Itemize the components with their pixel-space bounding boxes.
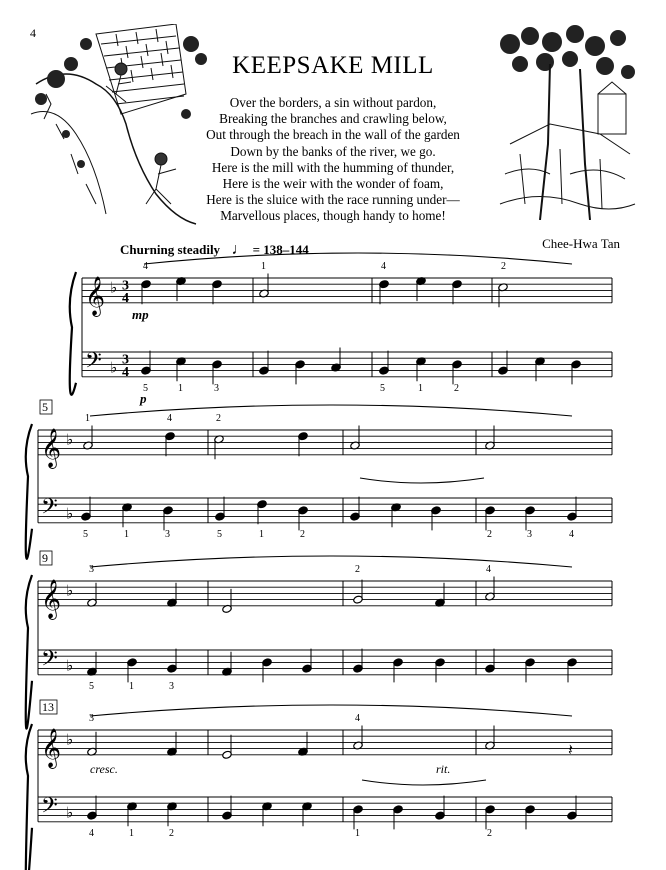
- poem-line: Out through the breach in the wall of the garden: [206, 127, 460, 143]
- time-signature-bottom: 4: [122, 290, 129, 306]
- poem-line: Here is the sluice with the race running under—: [206, 192, 460, 208]
- treble-fingering: 4: [486, 564, 491, 575]
- composer-name: Chee-Hwa Tan: [542, 236, 620, 251]
- quarter-note-icon: ♩: [231, 241, 248, 258]
- bass-fingering: 1: [124, 528, 129, 540]
- phrase-slur: [144, 253, 572, 264]
- bass-fingering: 4: [569, 528, 574, 540]
- brace: [26, 424, 32, 559]
- treble-fingering: 2: [355, 564, 360, 575]
- bass-fingering: 2: [169, 827, 174, 839]
- poem-line: Marvellous places, though handy to home!: [220, 208, 446, 224]
- tie: [362, 780, 486, 785]
- bass-fingering: 2: [454, 382, 459, 394]
- time-signature-bottom: 4: [122, 364, 129, 380]
- bass-fingering: 5: [217, 528, 222, 540]
- key-flat-icon: ♭: [66, 656, 74, 675]
- phrase-slur: [90, 705, 572, 716]
- phrase-slur: [90, 405, 572, 416]
- phrase-slur: [90, 556, 572, 567]
- brace: [70, 272, 76, 395]
- treble-fingering: 4: [143, 261, 148, 272]
- treble-fingering: 2: [216, 413, 221, 424]
- time-signature-top: 3: [122, 278, 129, 294]
- time-signature-top: 3: [122, 352, 129, 368]
- bass-fingering: 1: [129, 680, 134, 692]
- piece-title: KEEPSAKE MILL: [232, 52, 434, 79]
- quarter-rest-icon: 𝄽: [568, 740, 573, 759]
- key-flat-icon: ♭: [66, 430, 74, 449]
- tempo-text: Churning steadily: [120, 242, 221, 257]
- key-flat-icon: ♭: [66, 504, 74, 523]
- treble-clef-icon: 𝄞: [41, 727, 62, 768]
- dynamic-marking: mp: [132, 306, 149, 322]
- metronome-value: = 138–144: [252, 242, 309, 257]
- treble-fingering: 4: [355, 713, 360, 724]
- treble-fingering: 1: [261, 261, 266, 272]
- expression-marking: rit.: [436, 761, 451, 776]
- treble-fingering: 4: [167, 413, 172, 424]
- bass-fingering: 2: [300, 528, 305, 540]
- poem-line: Breaking the branches and crawling below,: [219, 111, 447, 127]
- key-flat-icon: ♭: [110, 278, 118, 297]
- dynamic-marking: p: [140, 390, 147, 406]
- brace: [26, 575, 32, 729]
- poem-line: Here is the mill with the humming of thunder,: [211, 159, 455, 175]
- treble-fingering: 3: [89, 564, 94, 575]
- bass-fingering: 1: [129, 827, 134, 839]
- brace: [26, 724, 32, 870]
- bass-fingering: 1: [178, 382, 183, 394]
- bass-fingering: 3: [527, 528, 532, 540]
- bass-fingering: 5: [380, 382, 385, 394]
- poem-line: Down by the banks of the river, we go.: [230, 143, 436, 159]
- bass-clef-icon: 𝄢: [41, 793, 58, 824]
- bass-clef-icon: 𝄢: [41, 646, 58, 677]
- treble-fingering: 4: [381, 261, 386, 272]
- bass-fingering: 1: [418, 382, 423, 394]
- bass-clef-icon: 𝄢: [41, 494, 58, 525]
- key-flat-icon: ♭: [66, 581, 74, 600]
- poem-line: Over the borders, a sin without pardon,: [229, 95, 437, 110]
- poem-line: Here is the weir with the wonder of foam,: [222, 176, 444, 192]
- treble-fingering: 2: [501, 261, 506, 272]
- treble-fingering: 1: [85, 413, 90, 424]
- bass-fingering: 3: [214, 382, 219, 394]
- measure-number: 5: [42, 400, 48, 414]
- treble-clef-icon: 𝄞: [41, 427, 62, 468]
- bass-fingering: 3: [165, 528, 170, 540]
- treble-clef-icon: 𝄞: [41, 578, 62, 619]
- expression-marking: cresc.: [90, 761, 118, 776]
- bass-fingering: 2: [487, 827, 492, 839]
- treble-fingering: 3: [89, 713, 94, 724]
- measure-number: 13: [42, 700, 54, 714]
- measure-number: 9: [42, 551, 48, 565]
- key-flat-icon: ♭: [110, 358, 118, 377]
- page-number: 4: [30, 26, 36, 40]
- bass-fingering: 4: [89, 827, 94, 839]
- bass-clef-icon: 𝄢: [85, 348, 102, 379]
- bass-fingering: 3: [169, 680, 174, 692]
- bass-fingering: 5: [143, 382, 148, 394]
- bass-fingering: 2: [487, 528, 492, 540]
- bass-fingering: 5: [89, 680, 94, 692]
- treble-clef-icon: 𝄞: [85, 275, 106, 316]
- key-flat-icon: ♭: [66, 803, 74, 822]
- bass-fingering: 5: [83, 528, 88, 540]
- bass-fingering: 1: [355, 827, 360, 839]
- key-flat-icon: ♭: [66, 730, 74, 749]
- tie: [360, 478, 484, 483]
- bass-fingering: 1: [259, 528, 264, 540]
